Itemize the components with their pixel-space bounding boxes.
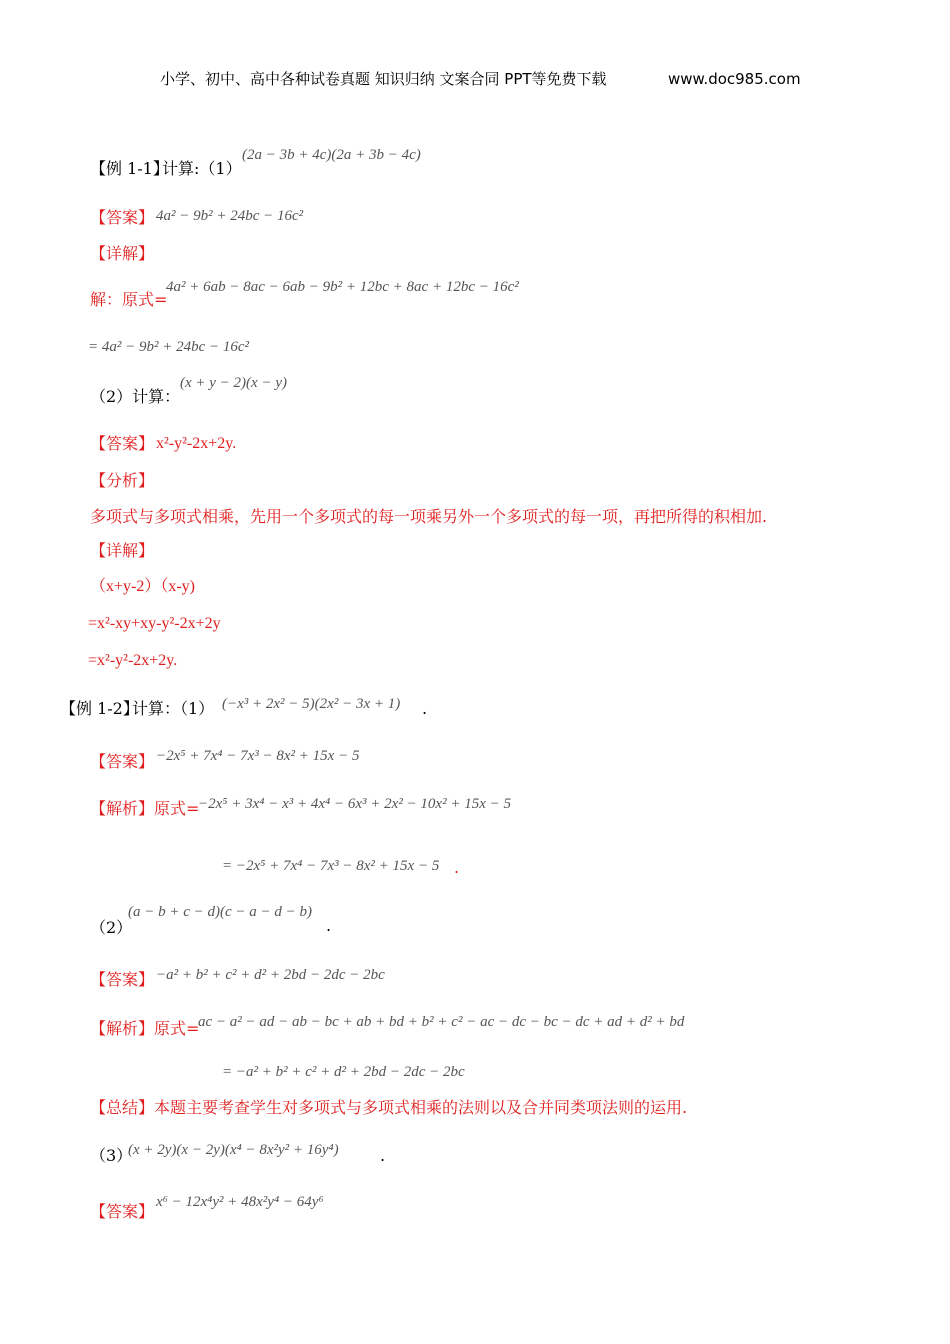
jiexi-tag: 【解析】 — [90, 799, 155, 818]
solution-line-2: = 4a² − 9b² + 24bc − 16c² — [88, 339, 250, 355]
answer-2-tag: 【答案】 — [90, 434, 155, 453]
answer-1-2-tag: 【答案】 — [90, 752, 155, 771]
detail-2-line-1: （x+y-2）（x-y) — [90, 578, 196, 595]
solution-line-1: 4a² + 6ab − 8ac − 6ab − 9b² + 12bc + 8ac + 12bc − 16c² — [166, 279, 519, 295]
jiexi-line-2: = −2x⁵ + 7x⁴ − 7x³ − 8x² + 15x − 5 — [222, 858, 440, 874]
answer-1-2b: −a² + b² + c² + d² + 2bd − 2dc − 2bc — [156, 967, 385, 983]
part-3-label: （3） — [90, 1146, 133, 1165]
detail-2-line-2: =x²-xy+xy-y²-2x+2y — [88, 615, 221, 632]
part-2-label: （2） — [90, 918, 133, 937]
detail-tag: 【详解】 — [90, 244, 155, 263]
jiexi-line-2-end: . — [454, 858, 460, 877]
answer-tag: 【答案】 — [90, 208, 155, 227]
jiexi-2-line-1: ac − a² − ad − ab − bc + ab + bd + b² + c² − ac − dc − bc − dc + ad + d² + bd — [198, 1014, 685, 1030]
analysis-tag: 【分析】 — [90, 471, 155, 490]
detail-2-tag: 【详解】 — [90, 541, 155, 560]
example-1-1-label: 【例 1-1】 — [90, 159, 169, 178]
example-1-2-end: . — [422, 699, 428, 718]
answer-1-2b-tag: 【答案】 — [90, 970, 155, 989]
part-2-end: . — [326, 916, 332, 935]
header-title: 小学、初中、高中各种试卷真题 知识归纳 文案合同 PPT等免费下载 — [160, 70, 607, 88]
example-1-2-prompt: 计算：（1） — [132, 699, 215, 718]
jiexi-2-line-2: = −a² + b² + c² + d² + 2bd − 2dc − 2bc — [222, 1064, 465, 1080]
example-1-1-prompt: 计算:（1） — [162, 159, 242, 178]
summary-text: 本题主要考查学生对多项式与多项式相乘的法则以及合并同类项法则的运用. — [154, 1098, 688, 1117]
part-2-expression: (x + y − 2)(x − y) — [180, 375, 287, 391]
part-3-end: . — [380, 1146, 386, 1165]
answer-1-2c-tag: 【答案】 — [90, 1202, 155, 1221]
answer-1-2: −2x⁵ + 7x⁴ − 7x³ − 8x² + 15x − 5 — [156, 748, 360, 764]
solution-prefix: 解：原式= — [90, 290, 168, 309]
example-1-2-label: 【例 1-2】 — [60, 699, 139, 718]
part-2-prompt: （2）计算： — [90, 387, 181, 406]
header-url[interactable]: www.doc985.com — [668, 70, 801, 88]
jiexi-line-1: −2x⁵ + 3x⁴ − x³ + 4x⁴ − 6x³ + 2x² − 10x² + 15x − 5 — [198, 796, 511, 812]
jiexi-prefix: 原式= — [154, 799, 200, 818]
part-3-expression: (x + 2y)(x − 2y)(x⁴ − 8x²y² + 16y⁴) — [128, 1142, 339, 1158]
example-1-2-expression: (−x³ + 2x² − 5)(2x² − 3x + 1) — [222, 696, 401, 712]
detail-2-line-3: =x²-y²-2x+2y. — [88, 652, 178, 669]
answer-2: x²-y²-2x+2y. — [156, 435, 237, 452]
answer-1-2c: x⁶ − 12x⁴y² + 48x²y⁴ − 64y⁶ — [156, 1194, 324, 1210]
summary-tag: 【总结】 — [90, 1098, 155, 1117]
jiexi-2-prefix: 原式= — [154, 1019, 200, 1038]
answer-1-1: 4a² − 9b² + 24bc − 16c² — [156, 208, 304, 224]
part-2-expression-b: (a − b + c − d)(c − a − d − b) — [128, 904, 313, 920]
example-1-1-expression: (2a − 3b + 4c)(2a + 3b − 4c) — [242, 147, 421, 163]
jiexi-2-tag: 【解析】 — [90, 1019, 155, 1038]
analysis-text: 多项式与多项式相乘，先用一个多项式的每一项乘另外一个多项式的每一项，再把所得的积相加. — [90, 507, 768, 526]
